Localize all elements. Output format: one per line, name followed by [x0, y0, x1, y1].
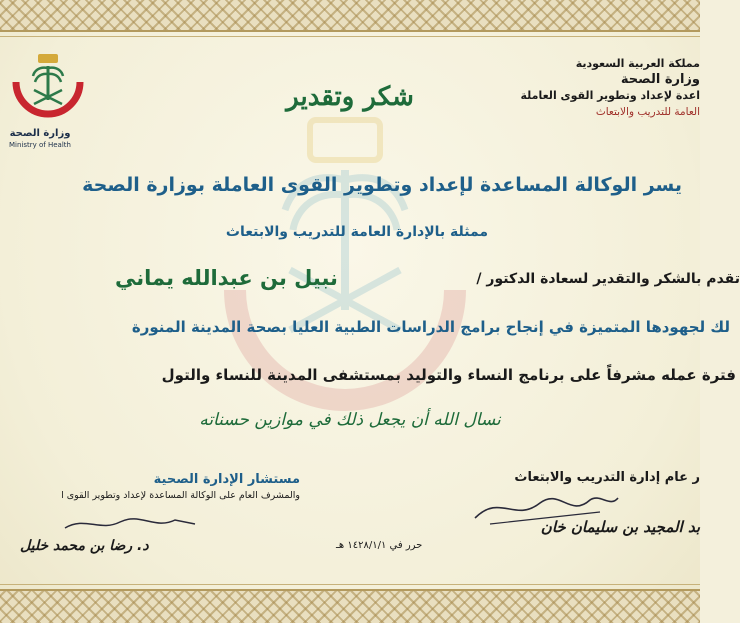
signatory-right-title: ر عام إدارة التدريب والابتعاث: [514, 470, 700, 485]
prayer-line: نسال الله أن يجعل ذلك في موازين حسناته: [199, 410, 501, 430]
recipient-name: نبيل بن عبدالله يماني: [115, 266, 338, 290]
body-line-4: لك لجهودها المتميزة في إنجاح برامج الدراسات الطبية العليا بصحة المدينة المنورة: [131, 318, 730, 336]
body-line-3: تقدم بالشكر والتقدير لسعادة الدكتور /: [476, 271, 740, 287]
ornamental-border-top: [0, 0, 700, 32]
ministry-logo-icon: [8, 52, 88, 122]
divider-bottom: [0, 584, 700, 585]
ornamental-border-bottom: [0, 589, 700, 623]
certificate-title: شكر وتقدير: [286, 82, 414, 112]
signatory-left-title: مستشار الإدارة الصحية: [153, 472, 300, 487]
watermark-emblem-icon: [195, 100, 495, 400]
body-line-2: ممثلة بالإدارة العامة للتدريب والابتعاث: [225, 224, 488, 240]
signatory-left-subtitle: والمشرف العام على الوكالة المساعدة لإعداد وتطوير القوى ا: [61, 490, 300, 501]
body-line-5: فترة عمله مشرفاً على برنامج النساء والتوليد بمستشفى المدينة للنساء والتول: [161, 366, 736, 384]
kingdom-label: مملكة العربية السعودية: [575, 57, 700, 70]
signatory-left-name: د. رضا بن محمد خليل: [20, 538, 149, 554]
logo-ministry-arabic: وزارة الصحة: [9, 128, 71, 139]
divider-top: [0, 36, 700, 37]
signatory-right-name: بد المجيد بن سليمان خان: [540, 518, 700, 536]
department-label: العامة للتدريب والابتعاث: [595, 106, 700, 118]
ministry-label: وزارة الصحة: [620, 72, 700, 87]
issue-date: حرر في ١٤٢٨/١/١ هـ: [336, 540, 423, 551]
body-line-1: يسر الوكالة المساعدة لإعداد وتطوير القوى العاملة بوزارة الصحة: [82, 174, 682, 196]
deputyship-label: اعدة لإعداد وتطوير القوى العاملة: [520, 89, 700, 102]
letterhead: [500, 56, 700, 120]
logo-ministry-english: Ministry of Health: [9, 141, 71, 149]
signature-left-icon: [60, 508, 200, 538]
